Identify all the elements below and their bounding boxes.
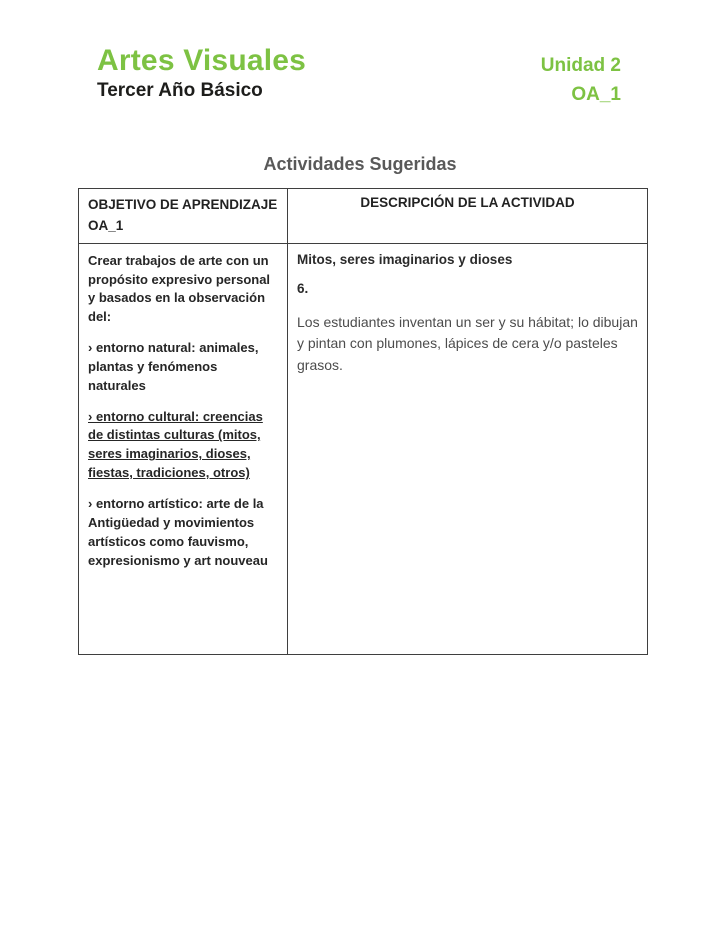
page-header: [0, 0, 720, 110]
column-header-objective: OBJETIVO DE APRENDIZAJE OA_1: [79, 188, 288, 243]
header-left: [97, 44, 306, 102]
unit-label: Unidad 2: [540, 55, 621, 76]
activities-table: [78, 188, 648, 655]
header-right: [541, 44, 621, 110]
table-body: [79, 243, 648, 654]
objective-intro: Crear trabajos de arte con un propósito expresivo personal y basados en la observación del:: [88, 252, 271, 325]
objective-item-cultural: › entorno cultural: creencias de distintas culturas (mitos, seres imaginarios, dioses, fiestas, tradiciones, otros): [88, 408, 263, 481]
table-header-row: [79, 188, 648, 243]
section-title: Actividades Sugeridas: [263, 153, 457, 174]
table-header: [79, 188, 648, 243]
objective-item-natural: › entorno natural: animales, plantas y fenómenos naturales: [88, 340, 259, 393]
activity-number: 6.: [297, 280, 309, 296]
document-title: Artes Visuales: [97, 44, 307, 77]
document-subtitle: Tercer Año Básico: [97, 80, 263, 101]
objective-cell: [79, 243, 288, 654]
activity-cell: [288, 243, 648, 654]
column-header-description: DESCRIPCIÓN DE LA ACTIVIDAD: [288, 188, 648, 243]
oa-label: OA_1: [571, 84, 621, 106]
activity-heading: Mitos, seres imaginarios y dioses: [297, 251, 513, 267]
activity-description: Los estudiantes inventan un ser y su hábitat; lo dibujan y pintan con plumones, lápices de cera y/o pasteles grasos.: [297, 313, 638, 374]
objective-item-artistic: › entorno artístico: arte de la Antigüedad y movimientos artísticos como fauvismo, expresionismo y art nouveau: [88, 496, 268, 568]
table-row: [79, 243, 648, 654]
